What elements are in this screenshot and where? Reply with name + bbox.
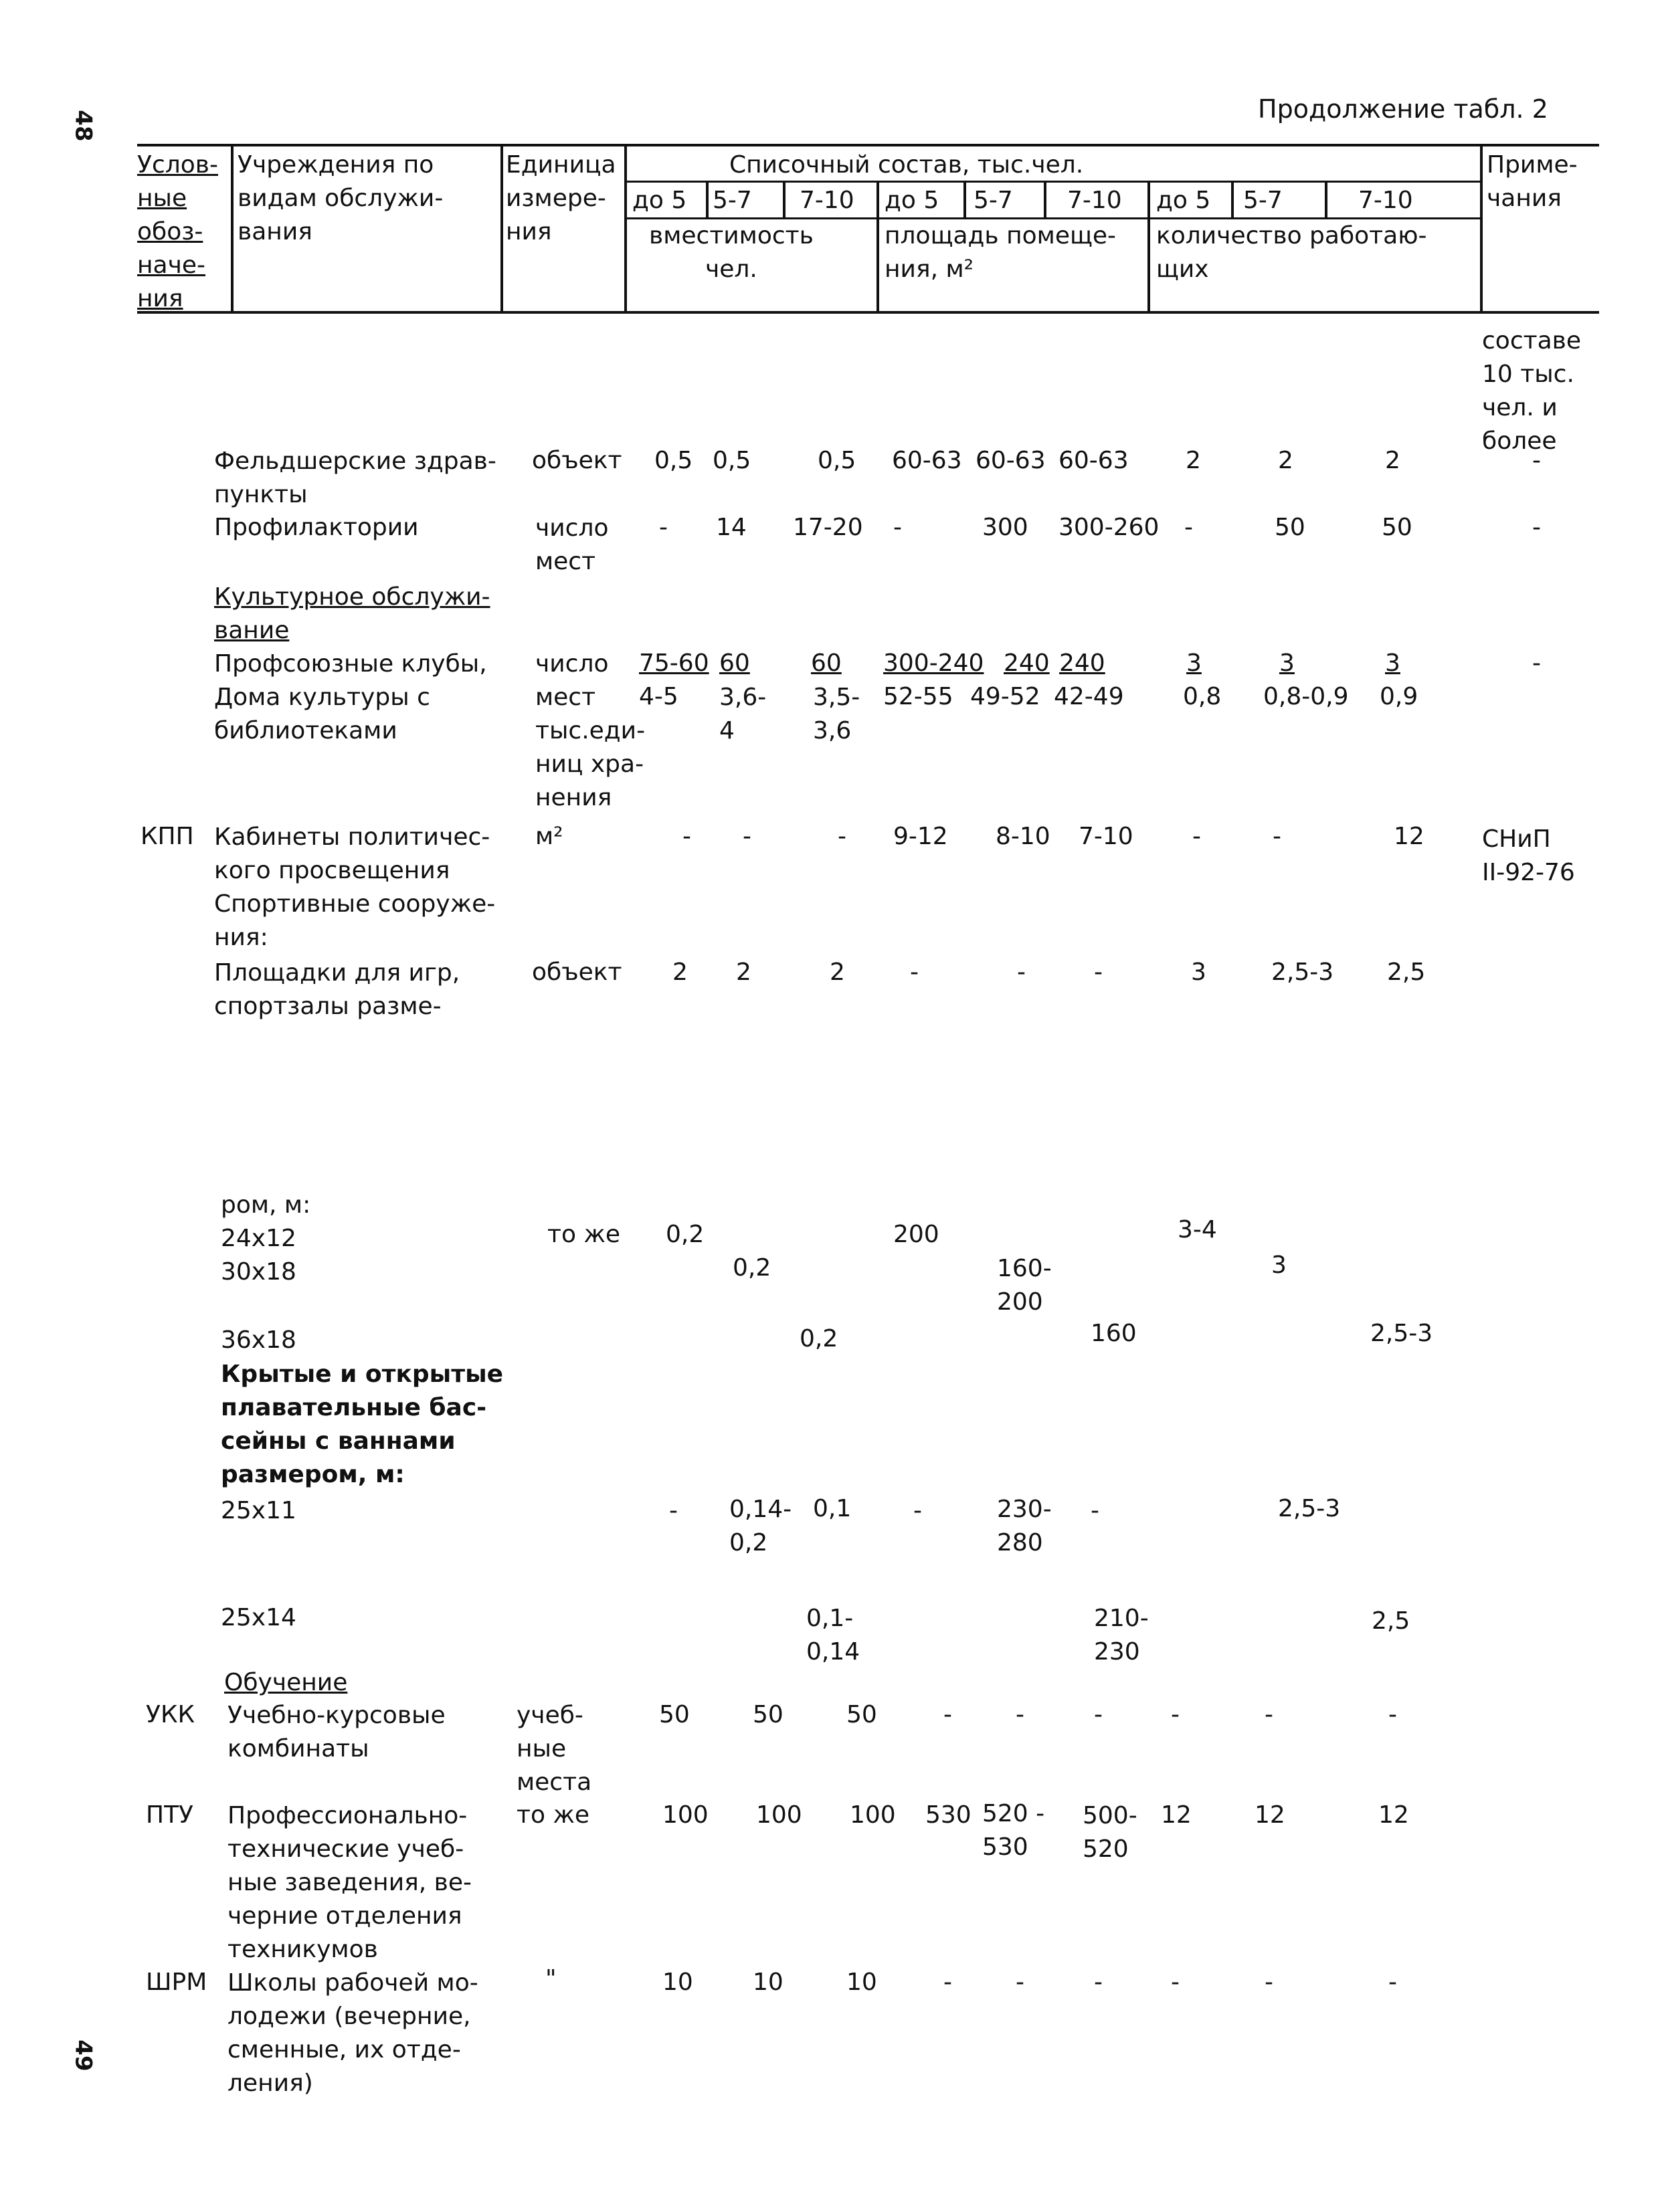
section-heading-culture: Культурное обслужи- вание xyxy=(214,583,490,644)
cell: 2,5 xyxy=(1387,959,1426,986)
cell: - xyxy=(943,1701,952,1728)
cell: - xyxy=(1184,514,1193,541)
cell: - xyxy=(1388,1969,1397,1996)
row-name: Профессионально- технические учеб- ные заведения, ве- черние отделения техникумов xyxy=(227,1802,472,1963)
cell: 0,14- 0,2 xyxy=(729,1496,792,1556)
header-notes: Приме- чания xyxy=(1487,151,1578,212)
section-heading-pools: Крытые и открытые плавательные бас- сейны с ваннами размером, м: xyxy=(221,1361,504,1488)
cell: 520 - 530 xyxy=(982,1800,1045,1861)
note-carry: составе 10 тыс. чел. и более xyxy=(1482,327,1582,455)
cell: 42-49 xyxy=(1054,683,1124,710)
header-group-title: Списочный состав, тыс.чел. xyxy=(729,151,1084,179)
cell: 3-4 xyxy=(1178,1216,1217,1243)
page-number-top: 48 xyxy=(70,110,97,142)
cell: 2,5-3 xyxy=(1278,1495,1341,1522)
cell: 240 xyxy=(1059,649,1105,677)
header-institution: Учреждения по видам обслужи- вания xyxy=(238,151,444,245)
cell: - xyxy=(1094,1969,1103,1996)
cell: 50 xyxy=(1382,514,1412,541)
size-label: ром, м: xyxy=(221,1191,311,1219)
page-number-bottom: 49 xyxy=(70,2039,97,2072)
cell: 100 xyxy=(662,1801,709,1829)
cell: 300-240 xyxy=(883,649,984,677)
cell: - xyxy=(910,959,919,986)
header-sub-3: 7-10 xyxy=(800,187,854,214)
cell: - xyxy=(1532,514,1541,541)
cell: - xyxy=(1532,447,1541,474)
cell: - xyxy=(1016,1701,1024,1728)
row-name: 24x12 xyxy=(221,1225,296,1252)
cell: 300-260 xyxy=(1058,514,1160,541)
cell: 60-63 xyxy=(976,447,1046,474)
row-unit: число мест тыс.еди- ниц хра- нения xyxy=(535,650,646,811)
row-name: 25x11 xyxy=(221,1497,296,1524)
row-name: Учебно-курсовые комбинаты xyxy=(227,1702,446,1763)
header-unit: Единица измере- ния xyxy=(506,151,616,245)
header-capacity: вместимость чел. xyxy=(649,222,814,283)
row-name: Профилактории xyxy=(214,514,419,541)
cell: 3 xyxy=(1191,959,1206,986)
cell: 0,5 xyxy=(654,447,693,474)
cell: 52-55 xyxy=(883,683,953,710)
cell: - xyxy=(682,823,691,850)
cell: - xyxy=(1016,1969,1024,1996)
header-sub-6: 7-10 xyxy=(1067,187,1122,214)
cell: 0,9 xyxy=(1380,683,1418,710)
cell: 0,1 xyxy=(813,1495,852,1522)
row-unit: то же xyxy=(517,1801,590,1829)
cell: 2,5 xyxy=(1372,1607,1410,1635)
cell: 9-12 xyxy=(893,823,948,850)
row-code: ПТУ xyxy=(146,1801,193,1829)
cell: 200 xyxy=(893,1221,939,1248)
row-name: 36x18 xyxy=(221,1326,296,1354)
cell: 530 xyxy=(925,1801,972,1829)
cell: 10 xyxy=(753,1969,783,1996)
cell: 230- 280 xyxy=(997,1496,1052,1556)
cell: СНиП II-92-76 xyxy=(1482,825,1575,886)
header-area: площадь помеще- ния, м² xyxy=(885,222,1117,283)
header-sub-7: до 5 xyxy=(1156,187,1211,214)
cell: 14 xyxy=(716,514,747,541)
cell: 210- 230 xyxy=(1094,1605,1149,1666)
cell: 3 xyxy=(1186,649,1202,677)
header-sub-9: 7-10 xyxy=(1358,187,1413,214)
row-unit: " xyxy=(545,1965,557,1993)
header-sub-2: 5-7 xyxy=(713,187,752,214)
cell: 160- 200 xyxy=(997,1255,1052,1316)
cell: 2 xyxy=(1186,447,1201,474)
cell: 8-10 xyxy=(996,823,1050,850)
row-unit: учеб- ные места xyxy=(517,1702,592,1796)
cell: 12 xyxy=(1378,1801,1409,1829)
row-unit: м² xyxy=(535,823,563,850)
cell: 0,2 xyxy=(666,1221,705,1248)
section-heading-sport: Спортивные сооруже- ния: xyxy=(214,890,496,951)
cell: 0,8 xyxy=(1183,683,1222,710)
row-name: Кабинеты политичес- кого просвещения xyxy=(214,823,490,884)
cell: 2 xyxy=(1278,447,1293,474)
cell: 10 xyxy=(662,1969,693,1996)
cell: 2 xyxy=(672,959,688,986)
cell: 2 xyxy=(830,959,845,986)
row-unit: объект xyxy=(532,447,622,474)
row-code: КПП xyxy=(141,823,194,850)
header-sub-1: до 5 xyxy=(632,187,687,214)
cell: - xyxy=(659,514,668,541)
cell: - xyxy=(913,1497,922,1524)
cell: 17-20 xyxy=(793,514,863,541)
cell: - xyxy=(1094,1701,1103,1728)
header-sub-5: 5-7 xyxy=(974,187,1013,214)
cell: 60 xyxy=(811,649,842,677)
header-sub-8: 5-7 xyxy=(1243,187,1283,214)
cell: 0,8-0,9 xyxy=(1263,683,1349,710)
row-name: Площадки для игр, спортзалы разме- xyxy=(214,959,460,1020)
cell: - xyxy=(743,823,751,850)
cell: 12 xyxy=(1394,823,1424,850)
cell: 49-52 xyxy=(970,683,1040,710)
cell: 160 xyxy=(1091,1320,1137,1347)
cell: - xyxy=(1192,823,1201,850)
row-name: Школы рабочей мо- лодежи (вечерние, сменные, их отде- ления) xyxy=(227,1969,478,2097)
cell: - xyxy=(838,823,846,850)
cell: 2 xyxy=(736,959,751,986)
cell: 75-60 xyxy=(639,649,709,677)
cell: 500- 520 xyxy=(1083,1802,1137,1863)
cell: 2,5-3 xyxy=(1370,1320,1433,1347)
row-code: ШРМ xyxy=(146,1969,207,1996)
cell: 60 xyxy=(719,649,750,677)
cell: 2 xyxy=(1385,447,1400,474)
row-name: Фельдшерские здрав- пункты xyxy=(214,447,496,508)
cell: 3 xyxy=(1271,1251,1287,1279)
cell: 2,5-3 xyxy=(1271,959,1334,986)
cell: 100 xyxy=(850,1801,896,1829)
cell: 100 xyxy=(756,1801,802,1829)
cell: 0,2 xyxy=(800,1325,838,1352)
cell: 60-63 xyxy=(1058,447,1129,474)
cell: - xyxy=(943,1969,952,1996)
row-name: 25x14 xyxy=(221,1604,296,1631)
cell: 0,5 xyxy=(713,447,751,474)
cell: - xyxy=(1094,959,1103,986)
row-unit: число мест xyxy=(535,514,609,575)
cell: 0,2 xyxy=(733,1254,771,1282)
cell: 300 xyxy=(982,514,1028,541)
cell: 0,5 xyxy=(818,447,856,474)
header-workers: количество работаю- щих xyxy=(1156,222,1427,283)
header-sub-4: до 5 xyxy=(885,187,939,214)
row-unit: объект xyxy=(532,959,622,986)
cell: 10 xyxy=(846,1969,877,1996)
cell: 50 xyxy=(1275,514,1305,541)
row-name: Профсоюзные клубы, Дома культуры с библиотеками xyxy=(214,650,487,744)
row-unit: то же xyxy=(547,1221,621,1248)
cell: 3,6- 4 xyxy=(719,684,767,744)
row-code: УКК xyxy=(146,1701,195,1728)
cell: 7-10 xyxy=(1079,823,1133,850)
cell: - xyxy=(1265,1969,1273,1996)
cell: 3 xyxy=(1279,649,1295,677)
cell: - xyxy=(1388,1701,1397,1728)
section-heading-education: Обучение xyxy=(224,1669,348,1696)
cell: 12 xyxy=(1161,1801,1192,1829)
cell: 3,5- 3,6 xyxy=(813,684,860,744)
row-name: 30x18 xyxy=(221,1258,296,1286)
cell: - xyxy=(1265,1701,1273,1728)
cell: 50 xyxy=(846,1701,877,1728)
cell: - xyxy=(1171,1701,1180,1728)
continuation-label: Продолжение табл. 2 xyxy=(1258,94,1548,124)
cell: 50 xyxy=(659,1701,690,1728)
header-code: Услов- ные обоз- наче- ния xyxy=(137,151,218,312)
cell: 3 xyxy=(1385,649,1400,677)
cell: - xyxy=(1273,823,1281,850)
cell: 60-63 xyxy=(892,447,962,474)
cell: - xyxy=(1017,959,1026,986)
cell: - xyxy=(893,514,902,541)
cell: - xyxy=(1091,1497,1099,1524)
cell: 50 xyxy=(753,1701,783,1728)
cell: - xyxy=(1171,1969,1180,1996)
cell: 12 xyxy=(1255,1801,1285,1829)
cell: - xyxy=(1532,649,1541,677)
cell: - xyxy=(669,1497,678,1524)
cell: 4-5 xyxy=(639,683,678,710)
cell: 240 xyxy=(1004,649,1050,677)
cell: 0,1- 0,14 xyxy=(806,1605,860,1666)
